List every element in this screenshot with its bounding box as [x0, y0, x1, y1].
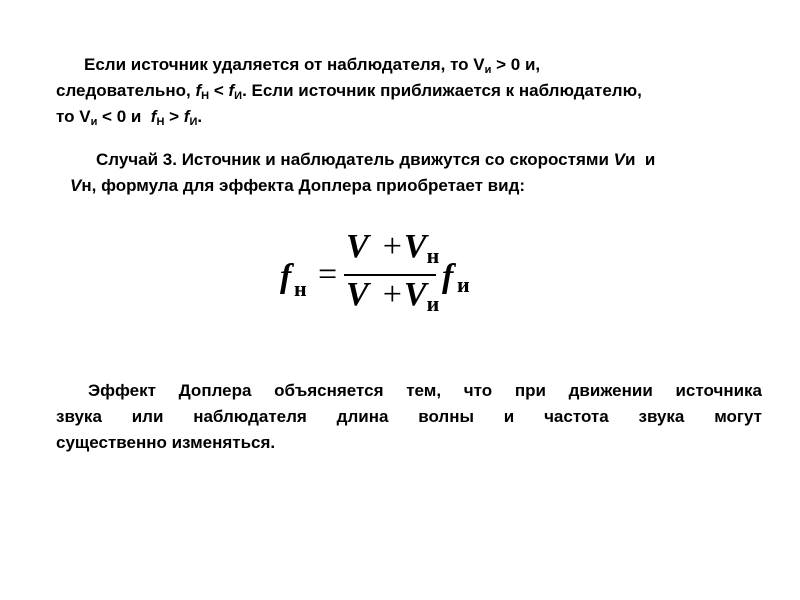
subscript: н [426, 243, 440, 268]
subscript: Н [156, 116, 165, 128]
subscript: и [90, 116, 98, 128]
formula-numerator [346, 228, 439, 269]
subscript: и [426, 291, 440, 316]
subscript: Н [201, 90, 210, 102]
paragraph1-line2 [56, 78, 756, 104]
symbol-f: f [150, 107, 157, 126]
formula-rhs-f: f [442, 258, 454, 295]
symbol-v: V [613, 150, 625, 169]
text: , формула для эффекта Доплера приобретает вид: [91, 176, 526, 195]
formula-lhs-subscript: н [294, 276, 307, 301]
symbol-v: V [70, 176, 82, 195]
text: > 0 и, [491, 55, 541, 74]
symbol-v: V [346, 228, 369, 265]
text: Если источник удаляется от наблюдателя, то V [84, 55, 485, 74]
text: то V [56, 107, 91, 126]
symbol-v: V [346, 276, 369, 313]
paragraph2-line1 [56, 147, 756, 173]
text: . Если источник приближается к наблюдателю, [242, 81, 642, 100]
subscript: н [81, 176, 92, 195]
text: > [164, 107, 184, 126]
formula-lhs-f: f [280, 258, 292, 295]
subscript: И [189, 116, 198, 128]
doppler-formula [276, 228, 496, 324]
paragraph1-line1 [56, 52, 756, 78]
subscript: и [484, 64, 492, 76]
symbol-v: V [403, 276, 427, 313]
text: следовательно, [56, 81, 196, 100]
paragraph3-line3: существенно изменяться. [56, 433, 276, 452]
paragraph3-line1: Эффект Доплера объясняется тем, что при движении источника [88, 381, 762, 400]
paragraph3-line2: звука или наблюдателя длина волны и частота звука могут [56, 407, 762, 426]
formula-equals: = [318, 256, 338, 293]
text: Случай 3. Источник и наблюдатель движутся со скоростями [96, 150, 614, 169]
plus-sign: + [382, 228, 402, 265]
symbol-v: V [403, 228, 427, 265]
paragraph-case-3 [56, 147, 756, 199]
paragraph-doppler-source-motion [56, 52, 756, 130]
plus-sign: + [382, 276, 402, 313]
paragraph1-line3 [56, 104, 756, 130]
symbol-f: f [228, 81, 235, 100]
symbol-f: f [195, 81, 202, 100]
text: и [635, 150, 656, 169]
paragraph2-line2 [56, 173, 756, 199]
subscript: И [234, 90, 243, 102]
formula-denominator [346, 276, 439, 317]
text: < 0 и [97, 107, 151, 126]
paragraph-doppler-explanation [56, 378, 762, 456]
text: < [209, 81, 229, 100]
text: . [197, 107, 203, 126]
symbol-f: f [183, 107, 190, 126]
formula-rhs-subscript: и [457, 272, 470, 297]
subscript: и [624, 150, 636, 169]
